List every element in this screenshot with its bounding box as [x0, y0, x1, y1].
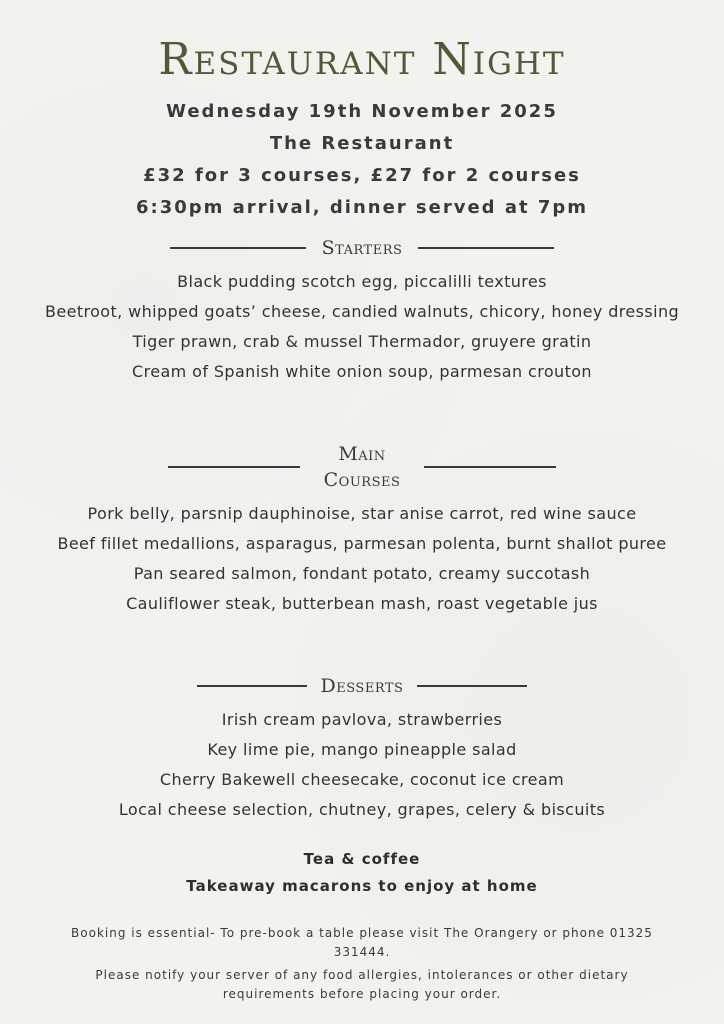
menu-item: Black pudding scotch egg, piccalilli textures — [177, 272, 547, 291]
menu-item: Cauliflower steak, butterbean mash, roast vegetable jus — [126, 594, 598, 613]
starters-heading — [0, 235, 724, 261]
mains-title — [324, 441, 401, 493]
extra-macarons: Takeaway macarons to enjoy at home — [186, 877, 538, 895]
menu-item: Cream of Spanish white onion soup, parmesan crouton — [132, 362, 592, 381]
mains-list — [0, 499, 724, 619]
extra-tea-coffee: Tea & coffee — [303, 850, 421, 868]
divider — [424, 466, 556, 468]
mains-heading — [0, 441, 724, 493]
divider — [418, 247, 554, 249]
menu-item: Beef fillet medallions, asparagus, parmesan polenta, burnt shallot puree — [57, 534, 667, 553]
menu-item: Beetroot, whipped goats’ cheese, candied walnuts, chicory, honey dressing — [44, 302, 680, 321]
desserts-heading — [0, 673, 724, 699]
menu-item: Key lime pie, mango pineapple salad — [207, 740, 517, 759]
page-title: Restaurant Night — [158, 34, 566, 85]
booking-note: Booking is essential- To pre-book a table please visit The Orangery or phone 01325 331444. — [71, 926, 653, 959]
menu-item: Cherry Bakewell cheesecake, coconut ice cream — [159, 770, 565, 789]
menu-item: Local cheese selection, chutney, grapes, celery & biscuits — [118, 800, 606, 819]
divider — [168, 466, 300, 468]
allergy-note: Please notify your server of any food allergies, intolerances or other dietary requirements before placing your order. — [95, 968, 629, 1001]
divider — [417, 685, 527, 687]
desserts-title: Desserts — [320, 675, 404, 697]
starters-title: Starters — [321, 237, 403, 259]
event-venue: The Restaurant — [269, 133, 455, 154]
event-price: £32 for 3 courses, £27 for 2 courses — [143, 165, 581, 186]
divider — [170, 247, 306, 249]
mains-title-line1: Main — [338, 443, 386, 465]
divider — [197, 685, 307, 687]
menu-item: Pan seared salmon, fondant potato, creamy succotash — [133, 564, 591, 583]
desserts-list — [0, 705, 724, 825]
starters-list — [0, 267, 724, 387]
menu-item: Tiger prawn, crab & mussel Thermador, gruyere gratin — [132, 332, 592, 351]
mains-title-line2: Courses — [323, 469, 401, 491]
event-date: Wednesday 19th November 2025 — [166, 101, 558, 122]
menu-item: Irish cream pavlova, strawberries — [221, 710, 503, 729]
menu-item: Pork belly, parsnip dauphinoise, star anise carrot, red wine sauce — [87, 504, 637, 523]
event-time: 6:30pm arrival, dinner served at 7pm — [135, 197, 588, 218]
